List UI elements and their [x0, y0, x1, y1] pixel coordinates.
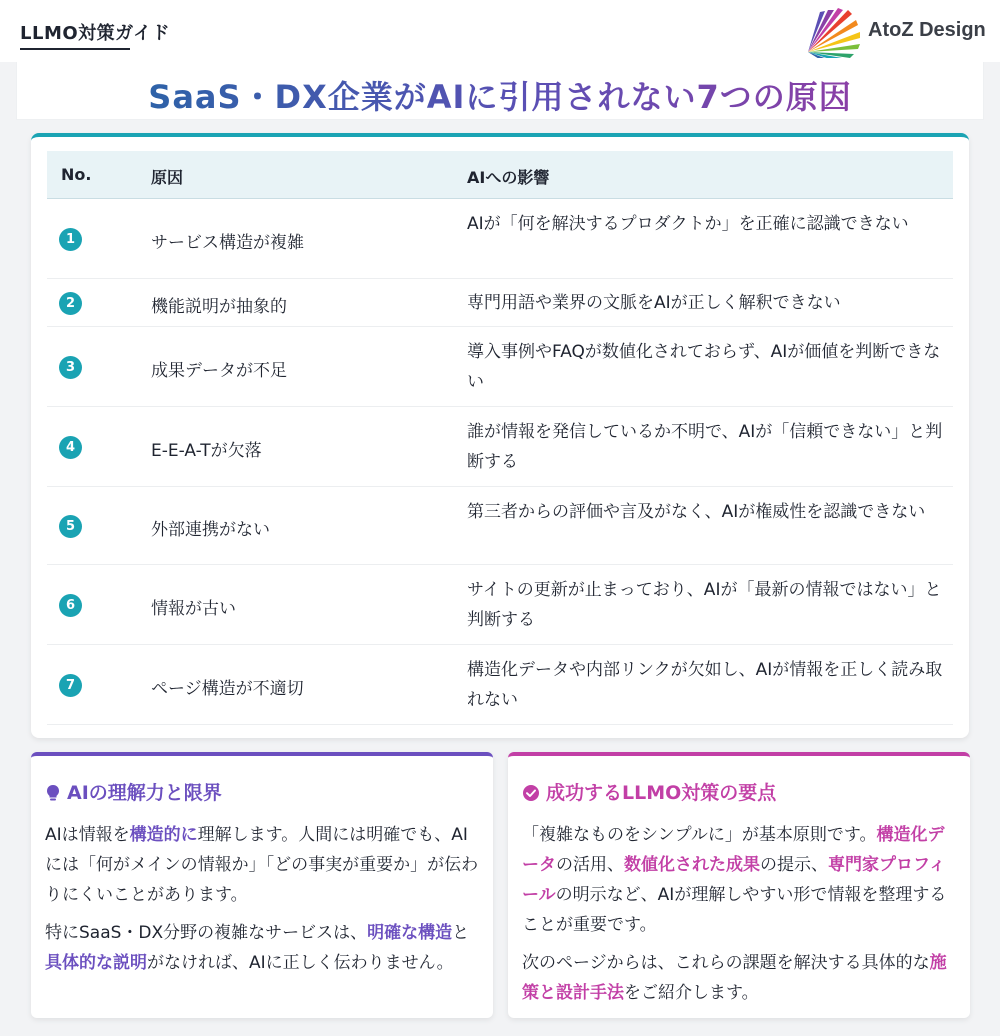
guide-label: LLMO対策ガイド	[20, 23, 171, 44]
text-run: の明示など、AIが理解しやすい形で情報を整理することが重要です。	[522, 885, 947, 935]
text-run: がなければ、AIに正しく伝わりません。	[147, 953, 454, 973]
llmo-success-panel	[508, 752, 970, 1018]
causes-table-card	[31, 133, 969, 738]
row-cause: 外部連携がない	[151, 520, 270, 540]
table-row	[47, 199, 953, 279]
text-run: 「複雑なものをシンプルに」が基本原則です。	[522, 825, 877, 845]
table-header	[47, 151, 953, 199]
table-row	[47, 565, 953, 645]
brand-logo-icon	[800, 8, 862, 58]
table-row	[47, 487, 953, 565]
text-run: と	[452, 923, 470, 943]
row-number-badge: 3	[59, 356, 82, 379]
panel-paragraph	[45, 918, 479, 978]
row-impact: 第三者からの評価や言及がなく、AIが権威性を認識できない	[467, 502, 926, 522]
panel-heading	[522, 778, 776, 805]
row-impact: 専門用語や業界の文脈をAIが正しく解釈できない	[467, 293, 841, 313]
row-impact: 構造化データや内部リンクが欠如し、AIが情報を正しく読み取れない	[467, 660, 943, 710]
panel-paragraph	[522, 820, 956, 940]
row-cause: サービス構造が複雑	[151, 233, 304, 253]
header-cause: 原因	[151, 168, 184, 187]
page-title-text: SaaS・DX企業がAIに引用されない7つの原因	[148, 78, 852, 116]
row-number-badge: 2	[59, 292, 82, 315]
text-run: の活用、	[556, 855, 624, 875]
row-cause: 機能説明が抽象的	[151, 297, 287, 317]
check-circle-icon	[522, 784, 540, 802]
text-run: 次のページからは、これらの課題を解決する具体的な	[522, 953, 930, 973]
header-impact: AIへの影響	[467, 168, 550, 187]
table-row	[47, 279, 953, 327]
panel-paragraph	[45, 820, 479, 910]
table-row	[47, 407, 953, 487]
row-impact: AIが「何を解決するプロダクトか」を正確に認識できない	[467, 214, 909, 234]
panel-heading	[45, 778, 222, 805]
highlight-text: 数値化された成果	[624, 855, 760, 875]
text-run: をご紹介します。	[624, 983, 759, 1003]
text-run: AIは情報を	[45, 825, 130, 845]
brand-name: AtoZ Design	[868, 19, 986, 41]
row-number-badge: 7	[59, 674, 82, 697]
highlight-text: 専門家プロフィール	[522, 855, 946, 905]
panel-title: AIの理解力と限界	[67, 782, 222, 804]
row-impact: 導入事例やFAQが数値化されておらず、AIが価値を判断できない	[467, 342, 941, 392]
highlight-text: 構造的に	[129, 825, 198, 845]
table-row	[47, 645, 953, 725]
guide-underline	[20, 48, 130, 50]
lightbulb-icon	[45, 784, 61, 802]
panel-title: 成功するLLMO対策の要点	[546, 782, 777, 804]
row-number-badge: 1	[59, 228, 82, 251]
highlight-text: 明確な構造	[367, 923, 453, 943]
text-run: の提示、	[760, 855, 828, 875]
row-impact: 誰が情報を発信しているか不明で、AIが「信頼できない」と判断する	[467, 422, 943, 472]
text-run: 理解します。人間には明確でも、AIには「何がメインの情報か」「どの事実が重要か」が伝わりにくいことがあります。	[45, 825, 479, 905]
row-number-badge: 5	[59, 515, 82, 538]
panel-paragraph	[522, 948, 956, 1008]
row-number-badge: 6	[59, 594, 82, 617]
highlight-text: 構造化データ	[522, 825, 945, 875]
row-impact: サイトの更新が止まっており、AIが「最新の情報ではない」と判断する	[467, 580, 942, 630]
header-no: No.	[61, 165, 92, 184]
table-row	[47, 327, 953, 407]
row-cause: 情報が古い	[151, 599, 236, 619]
text-run: 特にSaaS・DX分野の複雑なサービスは、	[45, 923, 368, 943]
highlight-text: 具体的な説明	[45, 953, 147, 973]
page-title	[0, 72, 1000, 118]
row-cause: ページ構造が不適切	[151, 679, 304, 699]
ai-understanding-panel	[31, 752, 493, 1018]
row-cause: 成果データが不足	[151, 361, 287, 381]
highlight-text: 施策と設計手法	[522, 953, 947, 1003]
row-number-badge: 4	[59, 436, 82, 459]
row-cause: E-E-A-Tが欠落	[151, 441, 262, 461]
